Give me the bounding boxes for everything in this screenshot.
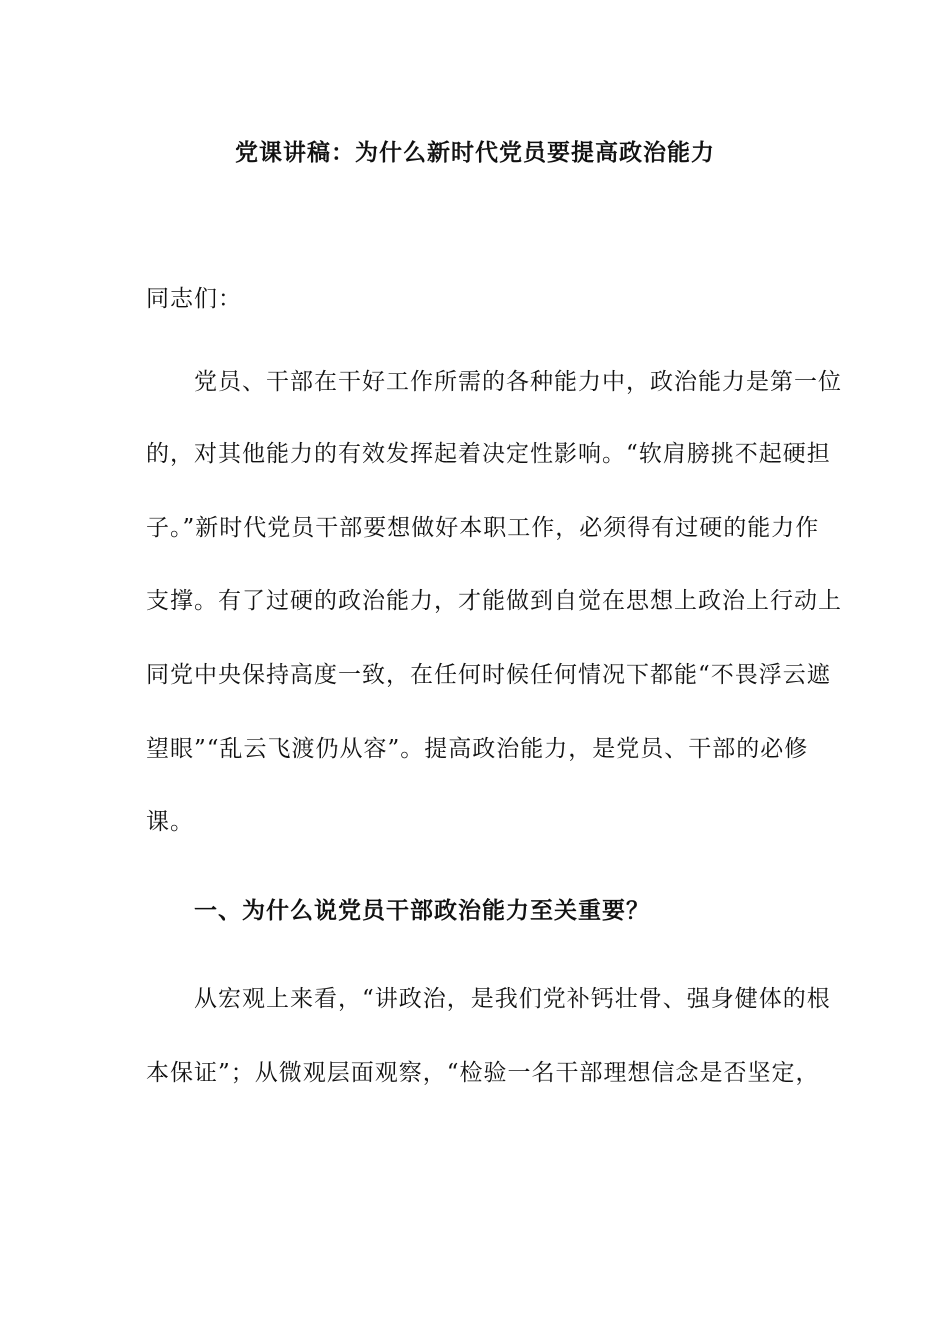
- section-heading: 一、为什么说党员干部政治能力至关重要？: [146, 897, 650, 924]
- paragraph-line: 本保证”；从微观层面观察，“检验一名干部理想信念是否坚定，: [146, 1060, 820, 1086]
- paragraph-line: 课。: [146, 809, 194, 835]
- paragraph-line: 党员、干部在干好工作所需的各种能力中，政治能力是第一位: [146, 369, 842, 395]
- document-title: 党课讲稿：为什么新时代党员要提高政治能力: [235, 139, 715, 166]
- greeting: 同志们：: [146, 286, 242, 312]
- paragraph-line: 子。”新时代党员干部要想做好本职工作，必须得有过硬的能力作: [146, 515, 820, 541]
- paragraph-line: 望眼”“乱云飞渡仍从容”。提高政治能力，是党员、干部的必修: [146, 736, 809, 762]
- paragraph-line: 的，对其他能力的有效发挥起着决定性影响。“软肩膀挑不起硬担: [146, 441, 831, 467]
- paragraph-line: 同党中央保持高度一致，在任何时候任何情况下都能“不畏浮云遮: [146, 662, 831, 688]
- paragraph-line: 从宏观上来看，“讲政治，是我们党补钙壮骨、强身健体的根: [146, 986, 831, 1012]
- paragraph-line: 支撑。有了过硬的政治能力，才能做到自觉在思想上政治上行动上: [146, 588, 842, 614]
